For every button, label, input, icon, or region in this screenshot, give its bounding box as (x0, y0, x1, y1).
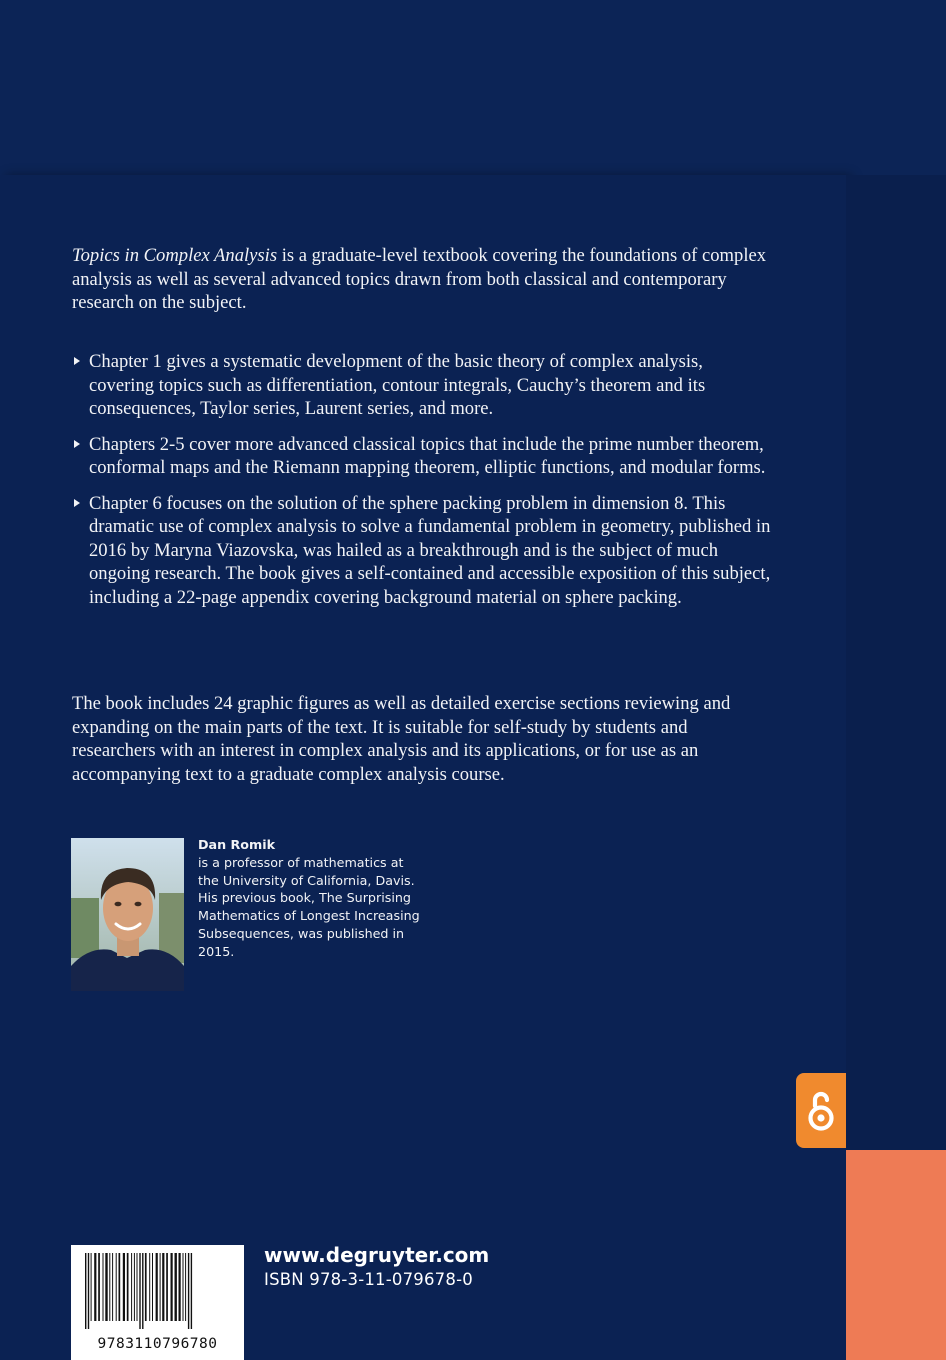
barcode-bar (191, 1253, 192, 1329)
barcode-bar (156, 1253, 158, 1321)
bullet-text: Chapter 6 focuses on the solution of the sphere packing problem in dimension 8. This dramatic use of complex analysis to solve a fundamental problem in geometry, published in 2016 by Maryna Viazovska, was hailed as a breakthrough and is the subject of much ongoing research. The book gives a self-contained and accessible exposition of this subject, including a 22-page appendix covering background material on sphere packing. (89, 492, 771, 608)
barcode-bar (152, 1253, 153, 1321)
barcode-bar (127, 1253, 129, 1321)
author-photo (71, 838, 184, 991)
barcode-bar (185, 1253, 186, 1321)
barcode-bar (175, 1253, 177, 1321)
barcode-bar (112, 1253, 113, 1321)
barcode-bar (171, 1253, 173, 1321)
barcode-bar (142, 1253, 143, 1329)
isbn-text: ISBN 978-3-11-079678-0 (264, 1270, 473, 1289)
cover-top-band (0, 0, 946, 175)
chapter-bullet-list (72, 350, 772, 621)
bullet-item (72, 492, 772, 610)
intro-text: is a graduate-level textbook covering the foundations of complex analysis as well as several advanced topics drawn from both classical and contemporary research on the subject. (72, 245, 767, 313)
bullet-text: Chapters 2-5 cover more advanced classical topics that include the prime number theorem, conformal maps and the Riemann mapping theorem, elliptic functions, and modular forms. (89, 433, 766, 478)
barcode-bar (145, 1253, 147, 1321)
author-name: Dan Romik (198, 837, 276, 852)
spine-strip (846, 175, 946, 1150)
barcode-bar (166, 1253, 168, 1321)
barcode-bar (109, 1253, 110, 1321)
barcode-bar (94, 1253, 96, 1321)
triangle-bullet-icon (74, 357, 80, 365)
barcode-bar (98, 1253, 100, 1321)
open-access-badge (796, 1073, 846, 1148)
barcode-bar (139, 1253, 140, 1329)
barcode-bar (91, 1253, 92, 1321)
bullet-item (72, 433, 772, 480)
barcode-number: 9783110796780 (97, 1336, 218, 1352)
barcode-bar (103, 1253, 104, 1321)
barcode-bar (131, 1253, 132, 1321)
barcode-bar (85, 1253, 86, 1329)
bullet-item (72, 350, 772, 421)
barcode-bar (119, 1253, 121, 1321)
barcode-bar (149, 1253, 150, 1321)
open-access-icon (806, 1088, 836, 1134)
bullet-text: Chapter 1 gives a systematic development of the basic theory of complex analysis, covering topics such as differentiation, contour integrals, Cauchy’s theorem and its consequences, Taylor series, Laurent series, and more. (89, 351, 706, 419)
barcode-bar (105, 1253, 107, 1321)
isbn-barcode (71, 1245, 244, 1360)
triangle-bullet-icon (74, 499, 80, 507)
author-bio-text: is a professor of mathematics at the University of California, Davis. His previous book, The Surprising Mathematics of Longest Increasing Subsequences, was published in 2015. (198, 854, 420, 959)
barcode-bar (162, 1253, 164, 1321)
barcode-bar (123, 1253, 125, 1321)
barcode-bar (134, 1253, 135, 1321)
barcode-bar (183, 1253, 184, 1321)
barcode-bar (88, 1253, 89, 1329)
triangle-bullet-icon (74, 440, 80, 448)
author-bio (198, 836, 428, 961)
accent-color-block (846, 1150, 946, 1360)
barcode-bars (71, 1245, 244, 1333)
barcode-bar (137, 1253, 138, 1321)
intro-paragraph (72, 244, 772, 315)
book-title-italic: Topics in Complex Analysis (72, 245, 278, 266)
publisher-info (264, 1242, 489, 1292)
barcode-bar (188, 1253, 189, 1329)
barcode-bar (179, 1253, 181, 1321)
barcode-bar (116, 1253, 117, 1321)
closing-paragraph: The book includes 24 graphic figures as well as detailed exercise sections reviewing and expanding on the main parts of the text. It is suitable for self-study by students and researchers with an interest in complex analysis and its applications, or for use as an accompanying text to a graduate complex analysis course. (72, 693, 731, 785)
barcode-bar (160, 1253, 161, 1321)
publisher-url[interactable]: www.degruyter.com (264, 1243, 490, 1267)
